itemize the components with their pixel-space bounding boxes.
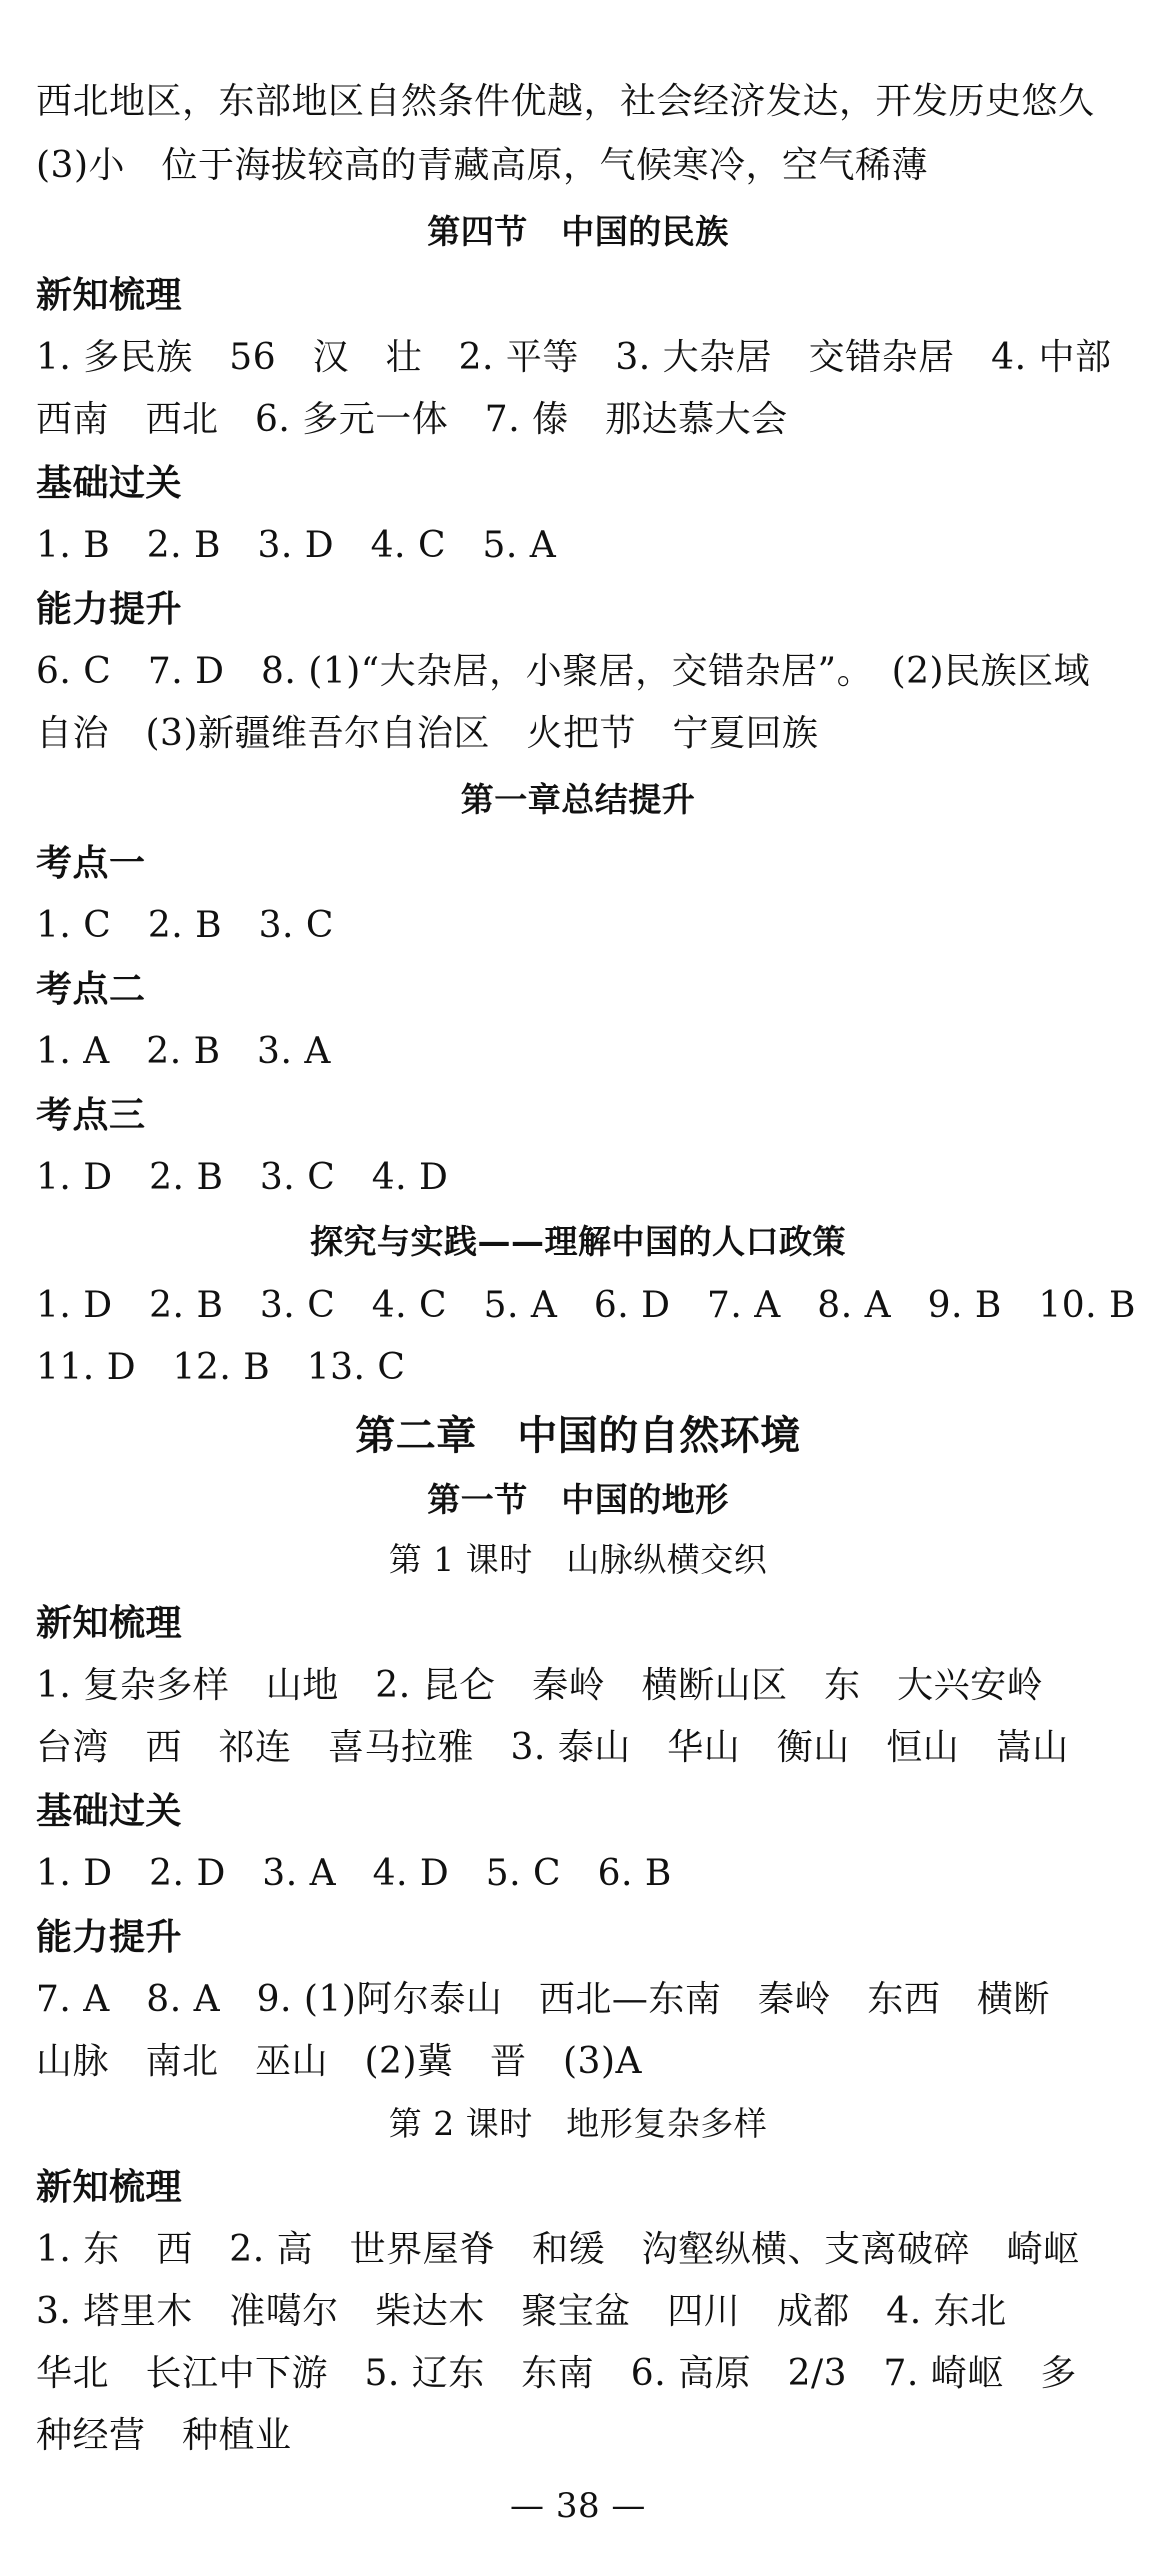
chapter-title: 第二章 中国的自然环境: [355, 1412, 801, 1459]
page-number: — 38 —: [510, 2486, 646, 2526]
subheading: 能力提升: [36, 589, 183, 630]
answer-line: 1. 复杂多样 山地 2. 昆仑 秦岭 横断山区 东 大兴安岭: [36, 1665, 1044, 1706]
answer-line: 1. 东 西 2. 高 世界屋脊 和缓 沟壑纵横、支离破碎 崎岖: [36, 2229, 1080, 2270]
answer-line: 1. 多民族 56 汉 壮 2. 平等 3. 大杂居 交错杂居 4. 中部: [36, 337, 1112, 378]
subheading: 考点一: [36, 843, 146, 884]
text-line: 西北地区，东部地区自然条件优越，社会经济发达，开发历史悠久: [36, 81, 1095, 122]
answer-line: 3. 塔里木 准噶尔 柴达木 聚宝盆 四川 成都 4. 东北: [36, 2291, 1007, 2332]
subheading: 新知梳理: [36, 275, 183, 316]
subheading: 基础过关: [36, 463, 183, 504]
lesson-heading: 第 2 课时 地形复杂多样: [388, 2104, 768, 2143]
section-heading: 第四节 中国的民族: [427, 212, 729, 251]
subheading: 考点三: [36, 1095, 146, 1136]
section-heading: 第一节 中国的地形: [427, 1480, 729, 1519]
answer-line: 西南 西北 6. 多元一体 7. 傣 那达慕大会: [36, 399, 788, 440]
answer-line: 华北 长江中下游 5. 辽东 东南 6. 高原 2/3 7. 崎岖 多: [36, 2353, 1077, 2394]
lesson-heading: 第 1 课时 山脉纵横交织: [388, 1540, 768, 1579]
answer-line: 台湾 西 祁连 喜马拉雅 3. 泰山 华山 衡山 恒山 嵩山: [36, 1727, 1069, 1768]
answer-line: 11. D 12. B 13. C: [36, 1347, 406, 1388]
subheading: 新知梳理: [36, 1603, 183, 1644]
answer-line: 7. A 8. A 9. (1)阿尔泰山 西北—东南 秦岭 东西 横断: [36, 1979, 1050, 2020]
answer-line: 种经营 种植业: [36, 2415, 292, 2456]
answer-line: 1. A 2. B 3. A: [36, 1031, 331, 1072]
section-heading: 探究与实践——理解中国的人口政策: [310, 1222, 846, 1261]
subheading: 考点二: [36, 969, 146, 1010]
section-heading: 第一章总结提升: [460, 780, 696, 819]
subheading: 新知梳理: [36, 2167, 183, 2208]
subheading: 基础过关: [36, 1791, 183, 1832]
answer-line: 1. C 2. B 3. C: [36, 905, 334, 946]
answer-line: 6. C 7. D 8. (1)“大杂居，小聚居，交错杂居”。 (2)民族区域: [36, 651, 1091, 692]
answer-line: 1. B 2. B 3. D 4. C 5. A: [36, 525, 557, 566]
answer-line: 1. D 2. B 3. C 4. C 5. A 6. D 7. A 8. A 9. B 10. B: [36, 1285, 1136, 1326]
text-line: (3)小 位于海拔较高的青藏高原，气候寒冷，空气稀薄: [36, 145, 928, 186]
answer-line: 自治 (3)新疆维吾尔自治区 火把节 宁夏回族: [36, 713, 819, 754]
subheading: 能力提升: [36, 1917, 183, 1958]
answer-line: 1. D 2. D 3. A 4. D 5. C 6. B: [36, 1853, 672, 1894]
answer-line: 1. D 2. B 3. C 4. D: [36, 1157, 449, 1198]
answer-line: 山脉 南北 巫山 (2)冀 晋 (3)A: [36, 2041, 642, 2082]
